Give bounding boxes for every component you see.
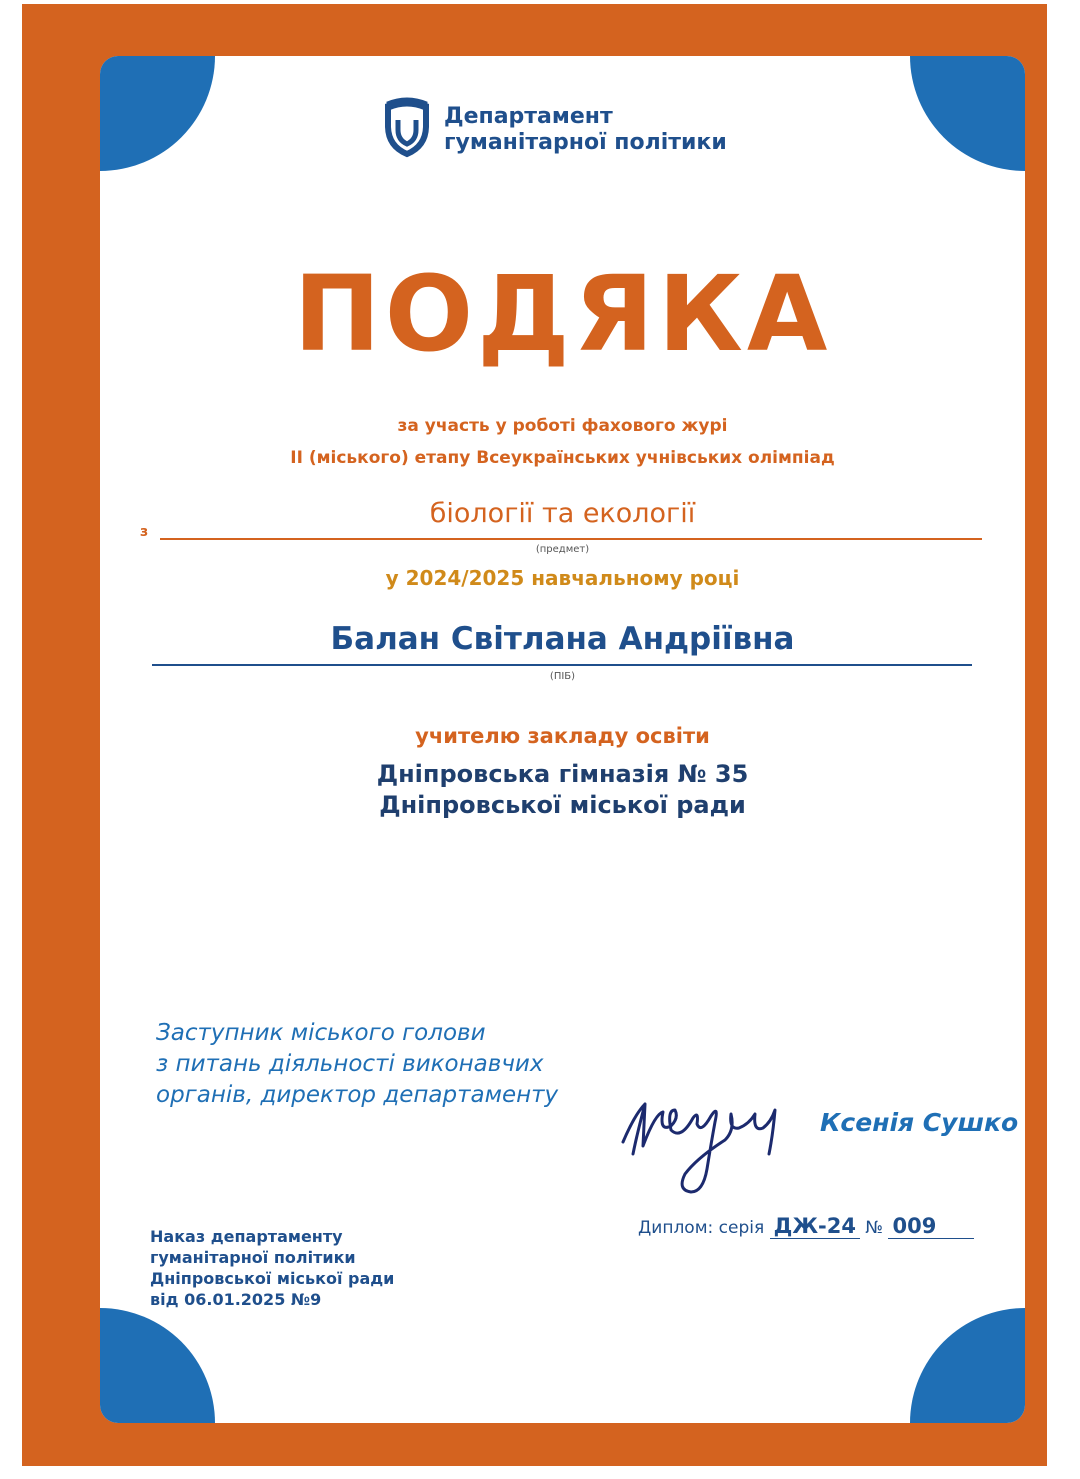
- recipient-name: Балан Світлана Андріївна: [330, 621, 795, 657]
- diploma-info: [638, 1214, 974, 1239]
- order-reference: [150, 1226, 394, 1310]
- purpose-line2: ІІ (міського) етапу Всеукраїнських учнівських олімпіад: [290, 448, 835, 468]
- school-name: [100, 759, 1025, 821]
- corner-decoration-bottom-right: [910, 1308, 1025, 1423]
- order-line1: Наказ департаменту: [150, 1227, 343, 1246]
- signatory-title-line1: Заступник міського голови: [156, 1020, 486, 1046]
- order-line3: Дніпровської міської ради: [150, 1269, 395, 1288]
- signatory-title-line2: з питань діяльності виконавчих: [156, 1051, 544, 1077]
- school-line2: Дніпровської міської ради: [379, 791, 746, 819]
- order-line4: від 06.01.2025 №9: [150, 1290, 322, 1309]
- recipient-caption: (ПІБ): [549, 671, 576, 682]
- signatory-title-line3: органів, директор департаменту: [156, 1082, 559, 1108]
- department-logo: [382, 94, 762, 164]
- award-purpose: [100, 410, 1025, 474]
- academic-year: у 2024/2025 навчальному році: [385, 566, 740, 590]
- certificate-frame: [22, 4, 1047, 1466]
- subject-value: біології та екології: [429, 498, 696, 529]
- purpose-line1: за участь у роботі фахового журі: [397, 416, 728, 436]
- diploma-number: 009: [888, 1214, 974, 1239]
- org-name-line1: Департамент: [444, 104, 613, 129]
- order-line2: гуманітарної політики: [150, 1248, 356, 1267]
- recipient-role: учителю закладу освіти: [415, 724, 710, 748]
- diploma-label: Диплом: серія: [638, 1218, 765, 1238]
- handwritten-signature: [615, 1074, 795, 1199]
- corner-decoration-top-left: [100, 56, 215, 171]
- diploma-number-label: №: [865, 1218, 884, 1238]
- certificate-sheet: [100, 56, 1025, 1423]
- subject-caption: (предмет): [535, 544, 590, 555]
- subject-underline: [160, 538, 982, 540]
- signatory-name: Ксенія Сушко: [820, 1108, 1019, 1137]
- diploma-series: ДЖ-24: [770, 1214, 860, 1239]
- corner-decoration-bottom-left: [100, 1308, 215, 1423]
- shield-icon: [382, 96, 432, 158]
- org-name-line2: гуманітарної політики: [444, 130, 727, 155]
- recipient-underline: [152, 664, 972, 666]
- corner-decoration-top-right: [910, 56, 1025, 171]
- certificate-title: ПОДЯКА: [293, 253, 832, 375]
- subject-prefix: з: [140, 524, 149, 540]
- signatory-title: [156, 1018, 558, 1111]
- school-line1: Дніпровська гімназія № 35: [376, 760, 749, 788]
